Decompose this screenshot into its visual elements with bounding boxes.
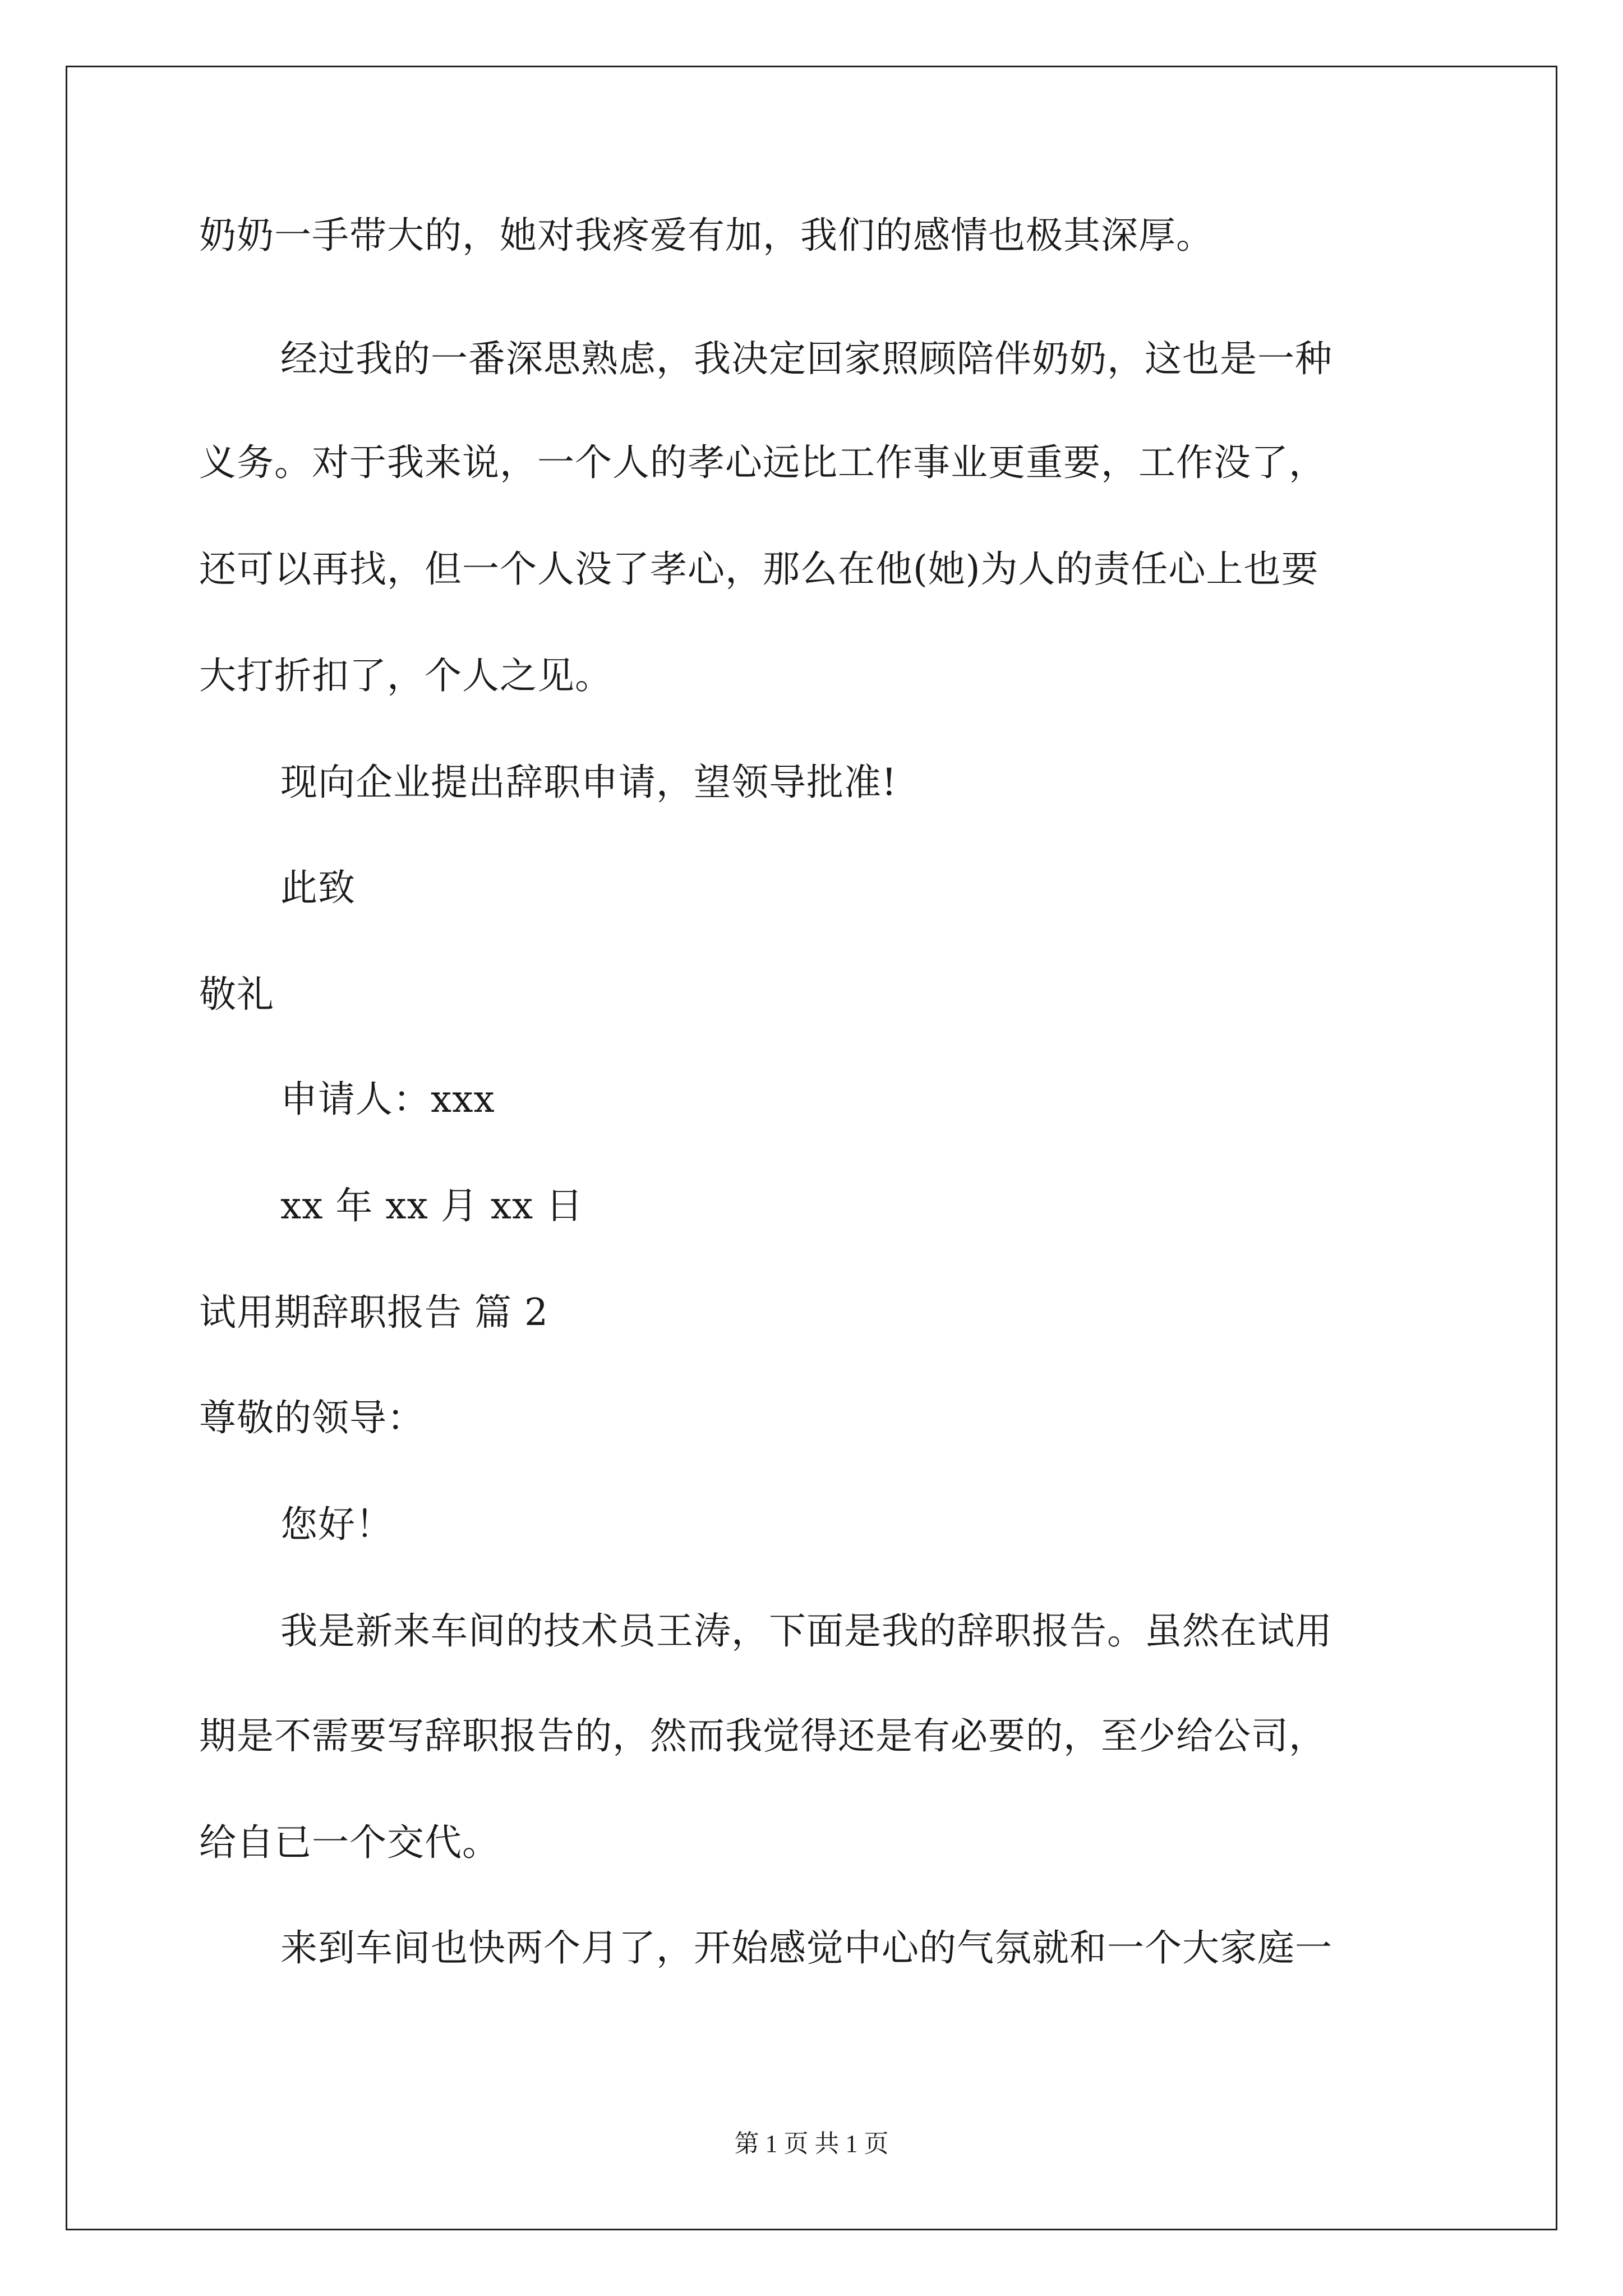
section-heading: 试用期辞职报告 篇 2	[199, 1291, 548, 1334]
body-line-5: 大打折扣了，个人之见。	[199, 654, 612, 697]
body-line-6: 现向企业提出辞职申请，望领导批准!	[280, 761, 897, 804]
closing-regards: 敬礼	[199, 973, 274, 1016]
applicant-line: 申请人：xxx	[280, 1078, 495, 1121]
page-border	[66, 66, 1557, 2230]
page-footer: 第 1 页 共 1 页	[734, 2130, 889, 2157]
greeting-line: 尊敬的领导：	[199, 1396, 425, 1439]
body-line-17: 来到车间也快两个月了，开始感觉中心的气氛就和一个大家庭一	[280, 1926, 1332, 1970]
body-line-3: 义务。对于我来说，一个人的孝心远比工作事业更重要，工作没了，	[199, 441, 1326, 484]
body-line-16: 给自已一个交代。	[199, 1821, 500, 1864]
closing-salutation: 此致	[280, 866, 356, 909]
body-line-14: 我是新来车间的技术员王涛，下面是我的辞职报告。虽然在试用	[280, 1609, 1332, 1653]
date-line: xx 年 xx 月 xx 日	[280, 1184, 584, 1227]
body-line-15: 期是不需要写辞职报告的，然而我觉得还是有必要的，至少给公司，	[199, 1714, 1326, 1757]
body-line-2: 经过我的一番深思熟虑，我决定回家照顾陪伴奶奶，这也是一种	[280, 337, 1332, 380]
hello-line: 您好！	[280, 1503, 393, 1546]
body-line-4: 还可以再找，但一个人没了孝心，那么在他(她)为人的责任心上也要	[199, 547, 1319, 591]
body-line-1: 奶奶一手带大的，她对我疼爱有加，我们的感情也极其深厚。	[199, 214, 1214, 257]
